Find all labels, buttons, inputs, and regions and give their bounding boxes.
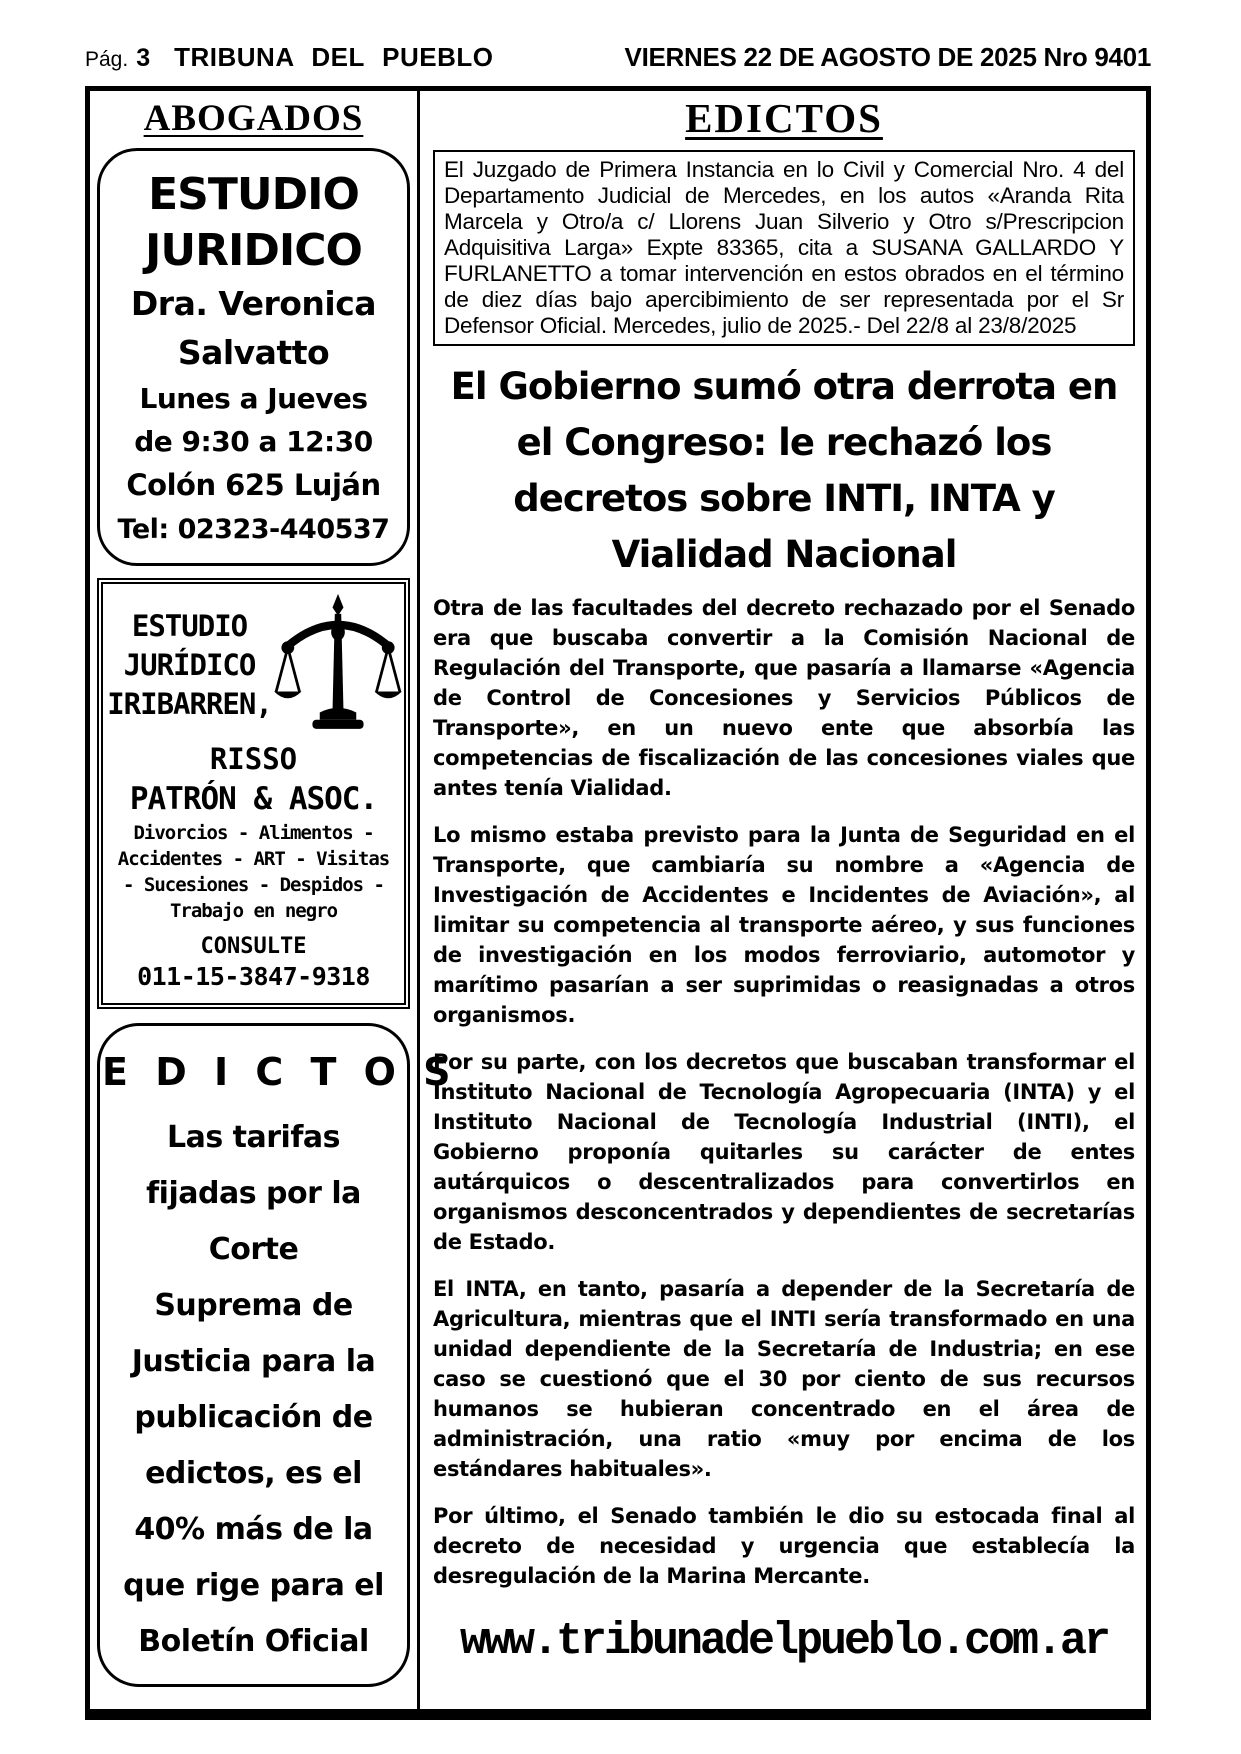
tariff-line: que rige para el [123, 1568, 384, 1603]
edictos-tariff-title: E D I C T O S [102, 1050, 458, 1094]
firm-name-line: RISSO [209, 742, 298, 776]
phone-number: Tel: 02323-440537 [117, 514, 390, 545]
services-line: Trabajo en negro [169, 900, 338, 922]
lawyer-name-line: Dra. Veronica [130, 284, 377, 323]
tariff-line: 40% más de la [134, 1512, 373, 1547]
page-header [85, 42, 1151, 73]
address-line: Colón 625 Luján [126, 468, 381, 502]
article-body [433, 593, 1135, 1608]
phone-number: 011-15-3847-9318 [137, 962, 370, 991]
services-line: Divorcios - Alimentos - [133, 822, 374, 844]
article-paragraph: El INTA, en tanto, pasaría a depender de la Secretaría de Agricultura, mientras que el INTI sería transformado en una unidad dependiente de la Secretaría de Industria; en ese caso se cuestionó que el 30 por ciento de sus recursos humanos se hubieran concentrado en el área de administración, una ratio «muy por encima de los estándares habituales». [433, 1277, 1135, 1481]
edictos-tariff-notice [97, 1023, 458, 1687]
article-paragraph: Por último, el Senado también le dio su estocada final al decreto de necesidad y urgencia que establecía la desregulación de la Marina Mercante. [433, 1504, 1135, 1588]
page-number: 3 [136, 44, 151, 72]
page-label: Pág. [85, 48, 129, 71]
legal-notice-text: El Juzgado de Primera Instancia en lo Civil y Comercial Nro. 4 del Departamento Judicial de Mercedes, en los autos «Aranda Rita Marcela y Otro/a c/ Llorens Juan Silverio y Otro s/Prescripcion Adquisitiva Larga» Expte 83365, cita a SUSANA GALLARDO Y FURLANETTO a tomar intervención en estos obrados en el término de diez días bajo apercibimiento de ser representada por el Sr Defensor Oficial. Mercedes, julio de 2025.- Del 22/8 al 23/8/2025 [444, 157, 1124, 338]
tariff-line: edictos, es el [145, 1456, 362, 1491]
lawyer-name-line: Salvatto [177, 333, 330, 372]
abogados-section-title [97, 97, 410, 140]
consult-cta: CONSULTE [200, 934, 307, 959]
legal-notice-box [433, 150, 1135, 346]
firm-name-line: ESTUDIO [131, 608, 248, 643]
main-frame [85, 86, 1151, 1720]
article-headline: El Gobierno sumó otra derrota en el Congreso: le rechazó los decretos sobre INTI, INTA y Vialidad Nacional [450, 365, 1118, 576]
schedule-line: de 9:30 a 12:30 [134, 425, 373, 458]
tariff-line: publicación de [134, 1400, 373, 1435]
article-paragraph: Otra de las facultades del decreto rechazado por el Senado era que buscaba convertir a la Comisión Nacional de Regulación del Transporte, que pasaría a llamarse «Agencia de Control de Concesiones y Servicios Públicos de Transporte», en un nuevo ente que absorbía las competencias de fiscalización de las concesiones viales que antes tenía Vialidad. [433, 596, 1135, 800]
tariff-line: Boletín Oficial [138, 1624, 369, 1659]
tariff-line: Las tarifas [167, 1120, 340, 1155]
header-left [85, 42, 493, 73]
tariff-line: fijadas por la [146, 1176, 361, 1211]
scales-of-justice-icon [274, 592, 402, 738]
services-line: Accidentes - ART - Visitas [117, 848, 390, 870]
firm-name-line: IRIBARREN, [107, 686, 272, 721]
firm-name-line: PATRÓN & ASOC. [129, 781, 378, 817]
edictos-section-title-text: EDICTOS [685, 95, 883, 141]
services-line: - Sucesiones - Despidos - [123, 874, 384, 896]
article-paragraph: Por su parte, con los decretos que buscaban transformar el Instituto Nacional de Tecnología Agropecuaria (INTA) y el Instituto Nacional de Tecnología Industrial (INTI), el Gobierno proponía quitarles su carácter de entes autárquicos o descentralizados para convertirlos en organismos desconcentrados y dependientes de secretarías de Estado. [433, 1050, 1135, 1254]
ad-title-line: JURIDICO [145, 225, 362, 276]
date-issue: VIERNES 22 DE AGOSTO DE 2025 Nro 9401 [624, 42, 1151, 72]
ad-estudio-iribarren [97, 578, 410, 1009]
abogados-section-title-text: ABOGADOS [143, 98, 364, 139]
tariff-line: Suprema de [154, 1288, 353, 1323]
website-url: www.tribunadelpueblo.com.ar [459, 1616, 1109, 1667]
schedule-line: Lunes a Jueves [139, 382, 368, 415]
left-column [90, 91, 458, 1709]
ad-title-line: ESTUDIO [148, 169, 359, 220]
iribarren-top-row [105, 592, 402, 738]
firm-name-line: JURÍDICO [123, 647, 256, 682]
article-paragraph: Lo mismo estaba previsto para la Junta de Seguridad en el Transporte, que cambiaría su nombre a «Agencia de Investigación de Accidentes e Incidentes de Aviación», al limitar su competencia al transporte aéreo, y sus funciones de investigación en los modos ferroviario, automotor y marítimo pasarían a ser suprimidas o reasignadas a otros organismos. [433, 823, 1135, 1027]
newspaper-name: TRIBUNA DEL PUEBLO [174, 42, 494, 72]
tariff-line: Corte [208, 1232, 299, 1267]
ad-estudio-salvatto [97, 148, 410, 566]
right-column [420, 91, 1146, 1709]
edictos-section-title [433, 93, 1135, 143]
tariff-line: Justicia para la [131, 1344, 376, 1379]
iribarren-names [105, 607, 274, 724]
